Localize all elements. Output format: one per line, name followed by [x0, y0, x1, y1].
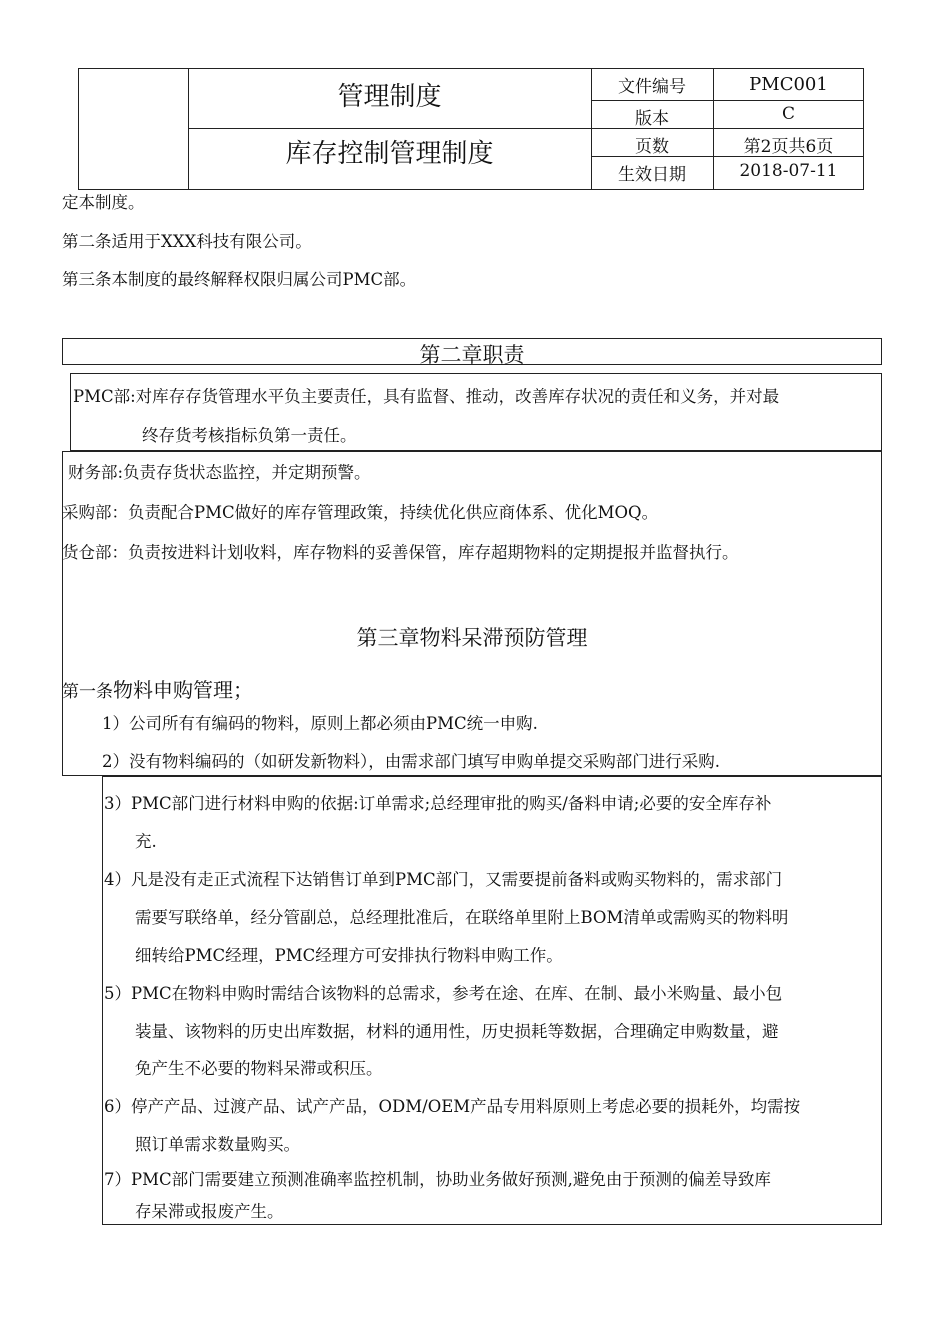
- chapter3-title: 第三章物料呆滞预防管理: [356, 626, 588, 650]
- effective-date-value: 2018-07-11: [739, 161, 838, 181]
- paragraph: 定本制度。: [62, 193, 145, 212]
- list-item: 3）PMC部门进行材料申购的依据:订单需求;总经理审批的购买/备料申请;必要的安全库存补: [104, 794, 772, 813]
- pmc-duty-line: PMC部:对库存存货管理水平负主要责任，具有监督、推动，改善库存状况的责任和义务，并对最: [73, 387, 780, 406]
- doc-no-label: 文件编号: [618, 77, 686, 97]
- paragraph: 第三条本制度的最终解释权限归属公司PMC部。: [62, 270, 417, 289]
- doc-no-value: PMC001: [749, 74, 828, 95]
- list-item: 照订单需求数量购买。: [135, 1135, 300, 1154]
- doc-title: 库存控制管理制度: [285, 139, 494, 169]
- header-divider: [188, 128, 591, 129]
- list-item: 1）公司所有有编码的物料，原则上都必须由PMC统一申购.: [102, 714, 538, 733]
- chapter2-title: 第二章职责: [419, 343, 525, 367]
- list-item: 充.: [135, 832, 157, 851]
- article1-title: 物料申购管理；: [113, 678, 253, 702]
- list-item: 需要写联络单，经分管副总，总经理批准后，在联络单里附上BOM清单或需购买的物料明: [135, 908, 789, 927]
- list-item: 4）凡是没有走正式流程下达销售订单到PMC部门，又需要提前备料或购买物料的，需求部门: [104, 870, 783, 889]
- effective-date-label: 生效日期: [618, 165, 686, 185]
- version-value: C: [781, 104, 795, 124]
- list-item: 装量、该物料的历史出库数据，材料的通用性，历史损耗等数据，合理确定申购数量，避: [135, 1022, 779, 1041]
- warehouse-duty: 货仓部：负责按进料计划收料，库存物料的妥善保管，库存超期物料的定期提报并监督执行。: [62, 543, 739, 562]
- paragraph: 第二条适用于XXX科技有限公司。: [62, 232, 312, 251]
- finance-duty: 财务部:负责存货状态监控，并定期预警。: [68, 463, 371, 482]
- doc-category: 管理制度: [337, 82, 442, 112]
- header-divider: [591, 100, 864, 101]
- list-item: 细转给PMC经理，PMC经理方可安排执行物料申购工作。: [135, 946, 563, 965]
- list-item: 存呆滞或报废产生。: [135, 1202, 284, 1221]
- version-label: 版本: [635, 109, 669, 129]
- list-item: 免产生不必要的物料呆滞或积压。: [135, 1059, 383, 1078]
- pmc-duty-line: 终存货考核指标负第一责任。: [142, 426, 357, 445]
- list-item: 7）PMC部门需要建立预测准确率监控机制，协助业务做好预测,避免由于预测的偏差导致库: [104, 1170, 771, 1189]
- purchasing-duty: 采购部：负责配合PMC做好的库存管理政策，持续优化供应商体系、优化MOQ。: [62, 503, 659, 522]
- pages-label: 页数: [635, 137, 669, 157]
- pages-value: 第2页共6页: [743, 137, 834, 157]
- list-item: 2）没有物料编码的（如研发新物料），由需求部门填写申购单提交采购部门进行采购.: [102, 752, 720, 771]
- article1-heading: [62, 674, 253, 703]
- list-item: 6）停产产品、过渡产品、试产产品，ODM/OEM产品专用料原则上考虑必要的损耗外，均需按: [104, 1097, 801, 1116]
- article1-prefix: 第一条: [62, 682, 113, 702]
- list-item: 5）PMC在物料申购时需结合该物料的总需求，参考在途、在库、在制、最小米购量、最小包: [104, 984, 783, 1003]
